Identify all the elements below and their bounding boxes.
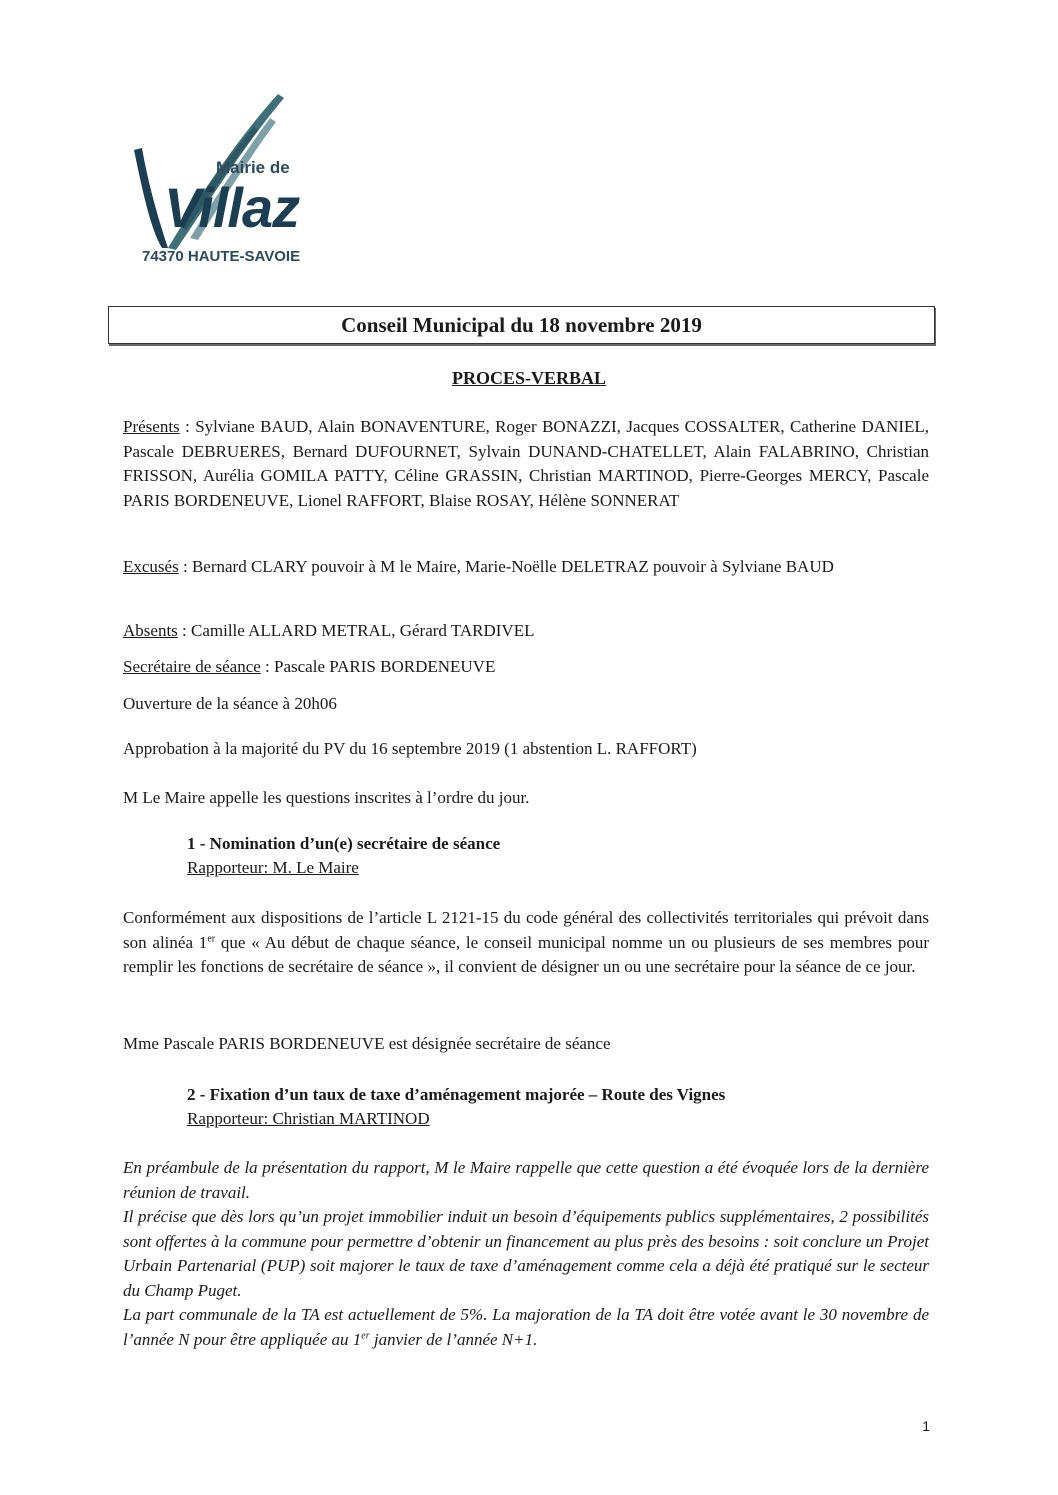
- secretaire-paragraph: [123, 655, 929, 680]
- document-title: Conseil Municipal du 18 novembre 2019: [341, 313, 702, 337]
- section1-title: 1 - Nomination d’un(e) secrétaire de séance: [187, 834, 501, 853]
- section1-paragraph2: Mme Pascale PARIS BORDENEUVE est désignée secrétaire de séance: [123, 1034, 611, 1053]
- absents-paragraph: [123, 619, 929, 644]
- section1-rapporteur: Rapporteur: M. Le Maire: [187, 858, 359, 877]
- document-title-box: [108, 306, 935, 344]
- presents-paragraph: [123, 415, 929, 513]
- excuses-label: Excusés: [123, 557, 179, 576]
- excuses-paragraph: [123, 555, 929, 580]
- section2-it3-end: janvier de l’année N+1.: [369, 1329, 538, 1349]
- ouverture-text: Ouverture de la séance à 20h06: [123, 694, 337, 713]
- secretaire-label: Secrétaire de séance: [123, 657, 261, 676]
- logo-villaz-text: Villaz: [164, 176, 300, 239]
- presents-label: Présents: [123, 417, 180, 436]
- excuses-list: : Bernard CLARY pouvoir à M le Maire, Marie-Noëlle DELETRAZ pouvoir à Sylviane BAUD: [178, 557, 834, 576]
- appel-text: M Le Maire appelle les questions inscrites à l’ordre du jour.: [123, 788, 530, 807]
- document-subtitle: PROCES-VERBAL: [451, 368, 607, 388]
- section2-title: 2 - Fixation d’un taux de taxe d’aménagement majorée – Route des Vignes: [187, 1085, 726, 1104]
- presents-list: : Sylviane BAUD, Alain BONAVENTURE, Roger BONAZZI, Jacques COSSALTER, Catherine DANIEL, Pascale DEBRUERES, Bernard DUFOURNET, Sylvain DUNAND-CHATELLET, Alain FALABRINO, Christian FRISSON, Aurélia GOMILA PATTY, Céline GRASSIN, Christian MARTINOD, Pierre-Georges MERCY, Pascale PARIS BORDENEUVE, Lionel RAFFORT, Blaise ROSAY, Hélène SONNERAT: [123, 417, 929, 510]
- section2-it3-start: La part communale de la TA est actuellement de 5%. La majoration de la TA doit être votée avant le 30 novembre de l’année N pour être appliquée au 1: [123, 1305, 929, 1349]
- approbation-text: Approbation à la majorité du PV du 16 septembre 2019 (1 abstention L. RAFFORT): [123, 739, 697, 758]
- villaz-logo: [128, 88, 328, 270]
- section1-p1-start: Conformément aux dispositions de l’article L 2121-15 du code général des collectivités territoriales qui prévoit dans son alinéa 1: [123, 908, 929, 952]
- section2-it3-sup: er: [361, 1329, 370, 1341]
- section2-rapporteur: Rapporteur: Christian MARTINOD: [187, 1109, 430, 1128]
- secretaire-name: : Pascale PARIS BORDENEUVE: [260, 657, 496, 676]
- logo-region-text: 74370 HAUTE-SAVOIE: [142, 248, 301, 265]
- page-number: 1: [922, 1418, 930, 1434]
- section1-p1-end: que « Au début de chaque séance, le conseil municipal nomme un ou plusieurs de ses membres pour remplir les fonctions de secrétaire de séance », il convient de désigner un ou une secrétaire pour la séance de ce jour.: [123, 932, 929, 976]
- logo-mairie-text: Mairie de: [216, 158, 290, 177]
- section2-italic-paragraph3: [123, 1303, 929, 1352]
- section2-italic-paragraph2: Il précise que dès lors qu’un projet immobilier induit un besoin d’équipements publics supplémentaires, 2 possibilités sont offertes à la commune pour permettre d’obtenir un financement au plus près des besoins : soit conclure un Projet Urbain Partenarial (PUP) soit majorer le taux de taxe d’aménagement comme cela a déjà été pratiqué sur le secteur du Champ Puget.: [123, 1207, 929, 1300]
- section1-paragraph1: [123, 906, 929, 980]
- absents-label: Absents: [123, 621, 178, 640]
- absents-list: : Camille ALLARD METRAL, Gérard TARDIVEL: [177, 621, 535, 640]
- section1-p1-sup: er: [207, 932, 216, 944]
- section2-italic-paragraph1: En préambule de la présentation du rapport, M le Maire rappelle que cette question a été évoquée lors de la dernière réunion de travail.: [123, 1158, 929, 1202]
